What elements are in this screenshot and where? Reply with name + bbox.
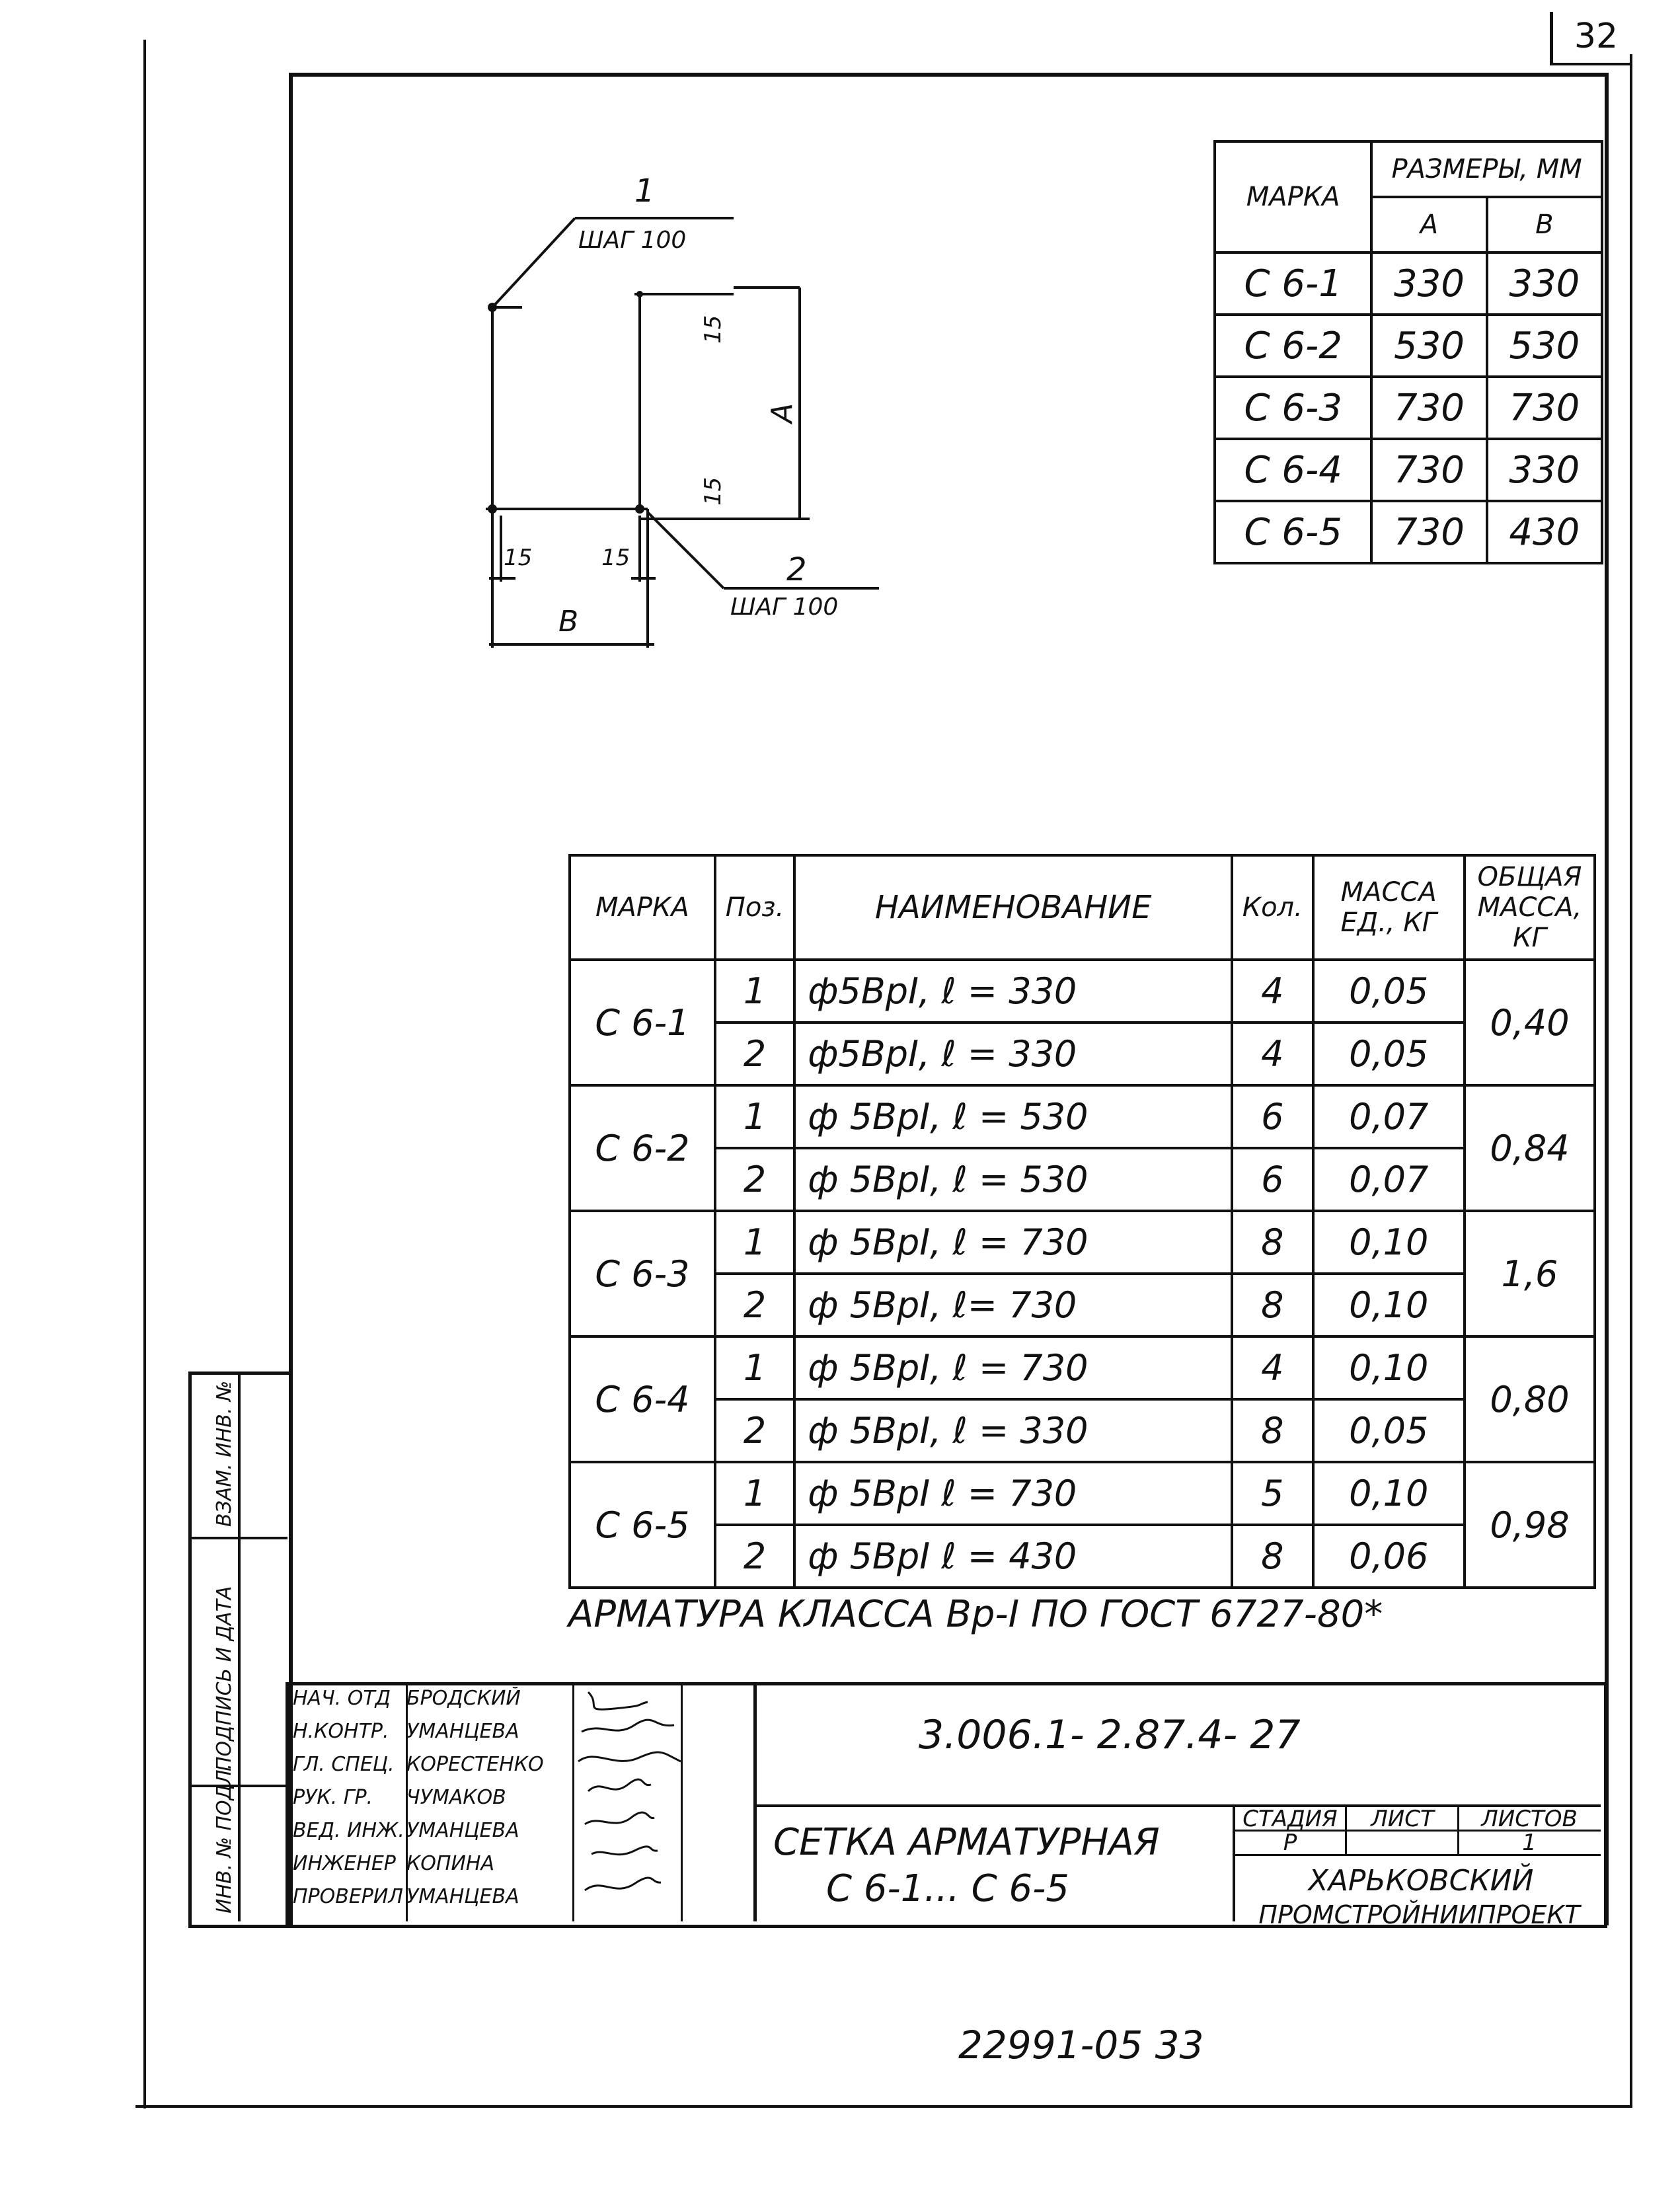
sheets-value: 1	[1522, 1830, 1537, 1856]
sizes-header-a: A	[1371, 197, 1486, 252]
stamp-signatory	[289, 1687, 573, 1716]
stage-label: СТАДИЯ	[1242, 1806, 1338, 1832]
spec-qty: 4	[1232, 960, 1313, 1023]
spec-qty: 4	[1232, 1336, 1313, 1399]
callout-1-number: 1	[634, 173, 655, 210]
signatory-name: УМАНЦЕВА	[406, 1885, 519, 1908]
size-b: 330	[1487, 252, 1602, 315]
spec-name: ф 5ВрI ℓ = 730	[794, 1462, 1232, 1525]
sheets-label: ЛИСТОВ	[1481, 1806, 1578, 1832]
spec-mark: С 6-4	[570, 1336, 715, 1462]
document-title-line1: СЕТКА АРМАТУРНАЯ	[773, 1821, 1160, 1864]
spec-qty: 8	[1232, 1525, 1313, 1588]
sheet-label: ЛИСТ	[1371, 1806, 1434, 1832]
callout-2-number: 2	[786, 551, 807, 588]
spec-mass: 0,10	[1313, 1336, 1465, 1399]
signatory-name: УМАНЦЕВА	[406, 1819, 519, 1842]
spec-name: ф 5ВрI, ℓ = 730	[794, 1336, 1232, 1399]
signatory-role: Н.КОНТР.	[293, 1720, 389, 1743]
signatures	[575, 1685, 681, 1920]
stamp-signatory	[289, 1753, 573, 1782]
stamp-divider	[681, 1682, 683, 1921]
table-row	[570, 1085, 1595, 1148]
table-row	[570, 960, 1595, 1023]
table-row	[570, 1525, 1595, 1588]
table-row	[570, 1399, 1595, 1462]
spec-pos: 1	[715, 1085, 794, 1148]
spec-mark: С 6-2	[570, 1085, 715, 1211]
spec-total: 0,98	[1465, 1462, 1595, 1588]
spec-header-total-mass: ОБЩАЯ МАССА, КГ	[1465, 855, 1595, 960]
table-row	[570, 1023, 1595, 1085]
bottom-margin-line	[135, 2105, 1632, 2108]
spec-mass: 0,07	[1313, 1085, 1465, 1148]
spec-mass: 0,10	[1313, 1462, 1465, 1525]
size-b: 730	[1487, 377, 1602, 439]
size-a: 330	[1371, 252, 1486, 315]
rebar-class-note: АРМАТУРА КЛАССА Вр-I ПО ГОСТ 6727-80*	[568, 1593, 1383, 1636]
side-strip-divider	[188, 1785, 287, 1787]
spec-qty: 6	[1232, 1148, 1313, 1211]
size-mark: С 6-2	[1215, 315, 1371, 377]
dim-top: 15	[700, 315, 726, 344]
signatory-role: НАЧ. ОТД	[293, 1687, 391, 1710]
size-mark: С 6-3	[1215, 377, 1371, 439]
right-margin-line	[1630, 54, 1632, 2106]
spec-qty: 5	[1232, 1462, 1313, 1525]
table-row	[570, 1336, 1595, 1399]
spec-mass: 0,05	[1313, 1023, 1465, 1085]
spec-header-qty: Кол.	[1232, 855, 1313, 960]
stamp-signatory	[289, 1819, 573, 1848]
signatory-name: ЧУМАКОВ	[406, 1786, 506, 1809]
signatory-role: РУК. ГР.	[293, 1786, 373, 1809]
sizes-table	[1213, 140, 1603, 564]
spec-total: 0,40	[1465, 960, 1595, 1085]
sizes-header-b: B	[1487, 197, 1602, 252]
stamp-signatory	[289, 1852, 573, 1881]
callout-1-text: ШАГ 100	[578, 227, 687, 254]
spec-name: ф 5ВрI, ℓ = 730	[794, 1211, 1232, 1274]
table-row	[1215, 315, 1602, 377]
table-row	[1215, 252, 1602, 315]
sizes-header-sizes: РАЗМЕРЫ, ММ	[1371, 141, 1602, 197]
spec-qty: 6	[1232, 1085, 1313, 1148]
replace-inv-label: ВЗАМ. ИНВ. №	[213, 1380, 236, 1527]
table-row	[570, 1148, 1595, 1211]
spec-pos: 2	[715, 1399, 794, 1462]
size-b: 330	[1487, 439, 1602, 501]
stamp-signatory	[289, 1720, 573, 1749]
stage-value: Р	[1283, 1830, 1297, 1856]
spec-mass: 0,10	[1313, 1211, 1465, 1274]
inv-original-label: ИНВ. № ПОДЛ.	[213, 1763, 236, 1913]
size-mark: С 6-4	[1215, 439, 1371, 501]
spec-name: ф 5ВрI, ℓ = 530	[794, 1085, 1232, 1148]
spec-header-name: НАИМЕНОВАНИЕ	[794, 855, 1232, 960]
side-strip-divider	[188, 1537, 287, 1539]
page-number-underline	[1550, 63, 1632, 65]
stamp-signatory	[289, 1885, 573, 1914]
size-a: 730	[1371, 439, 1486, 501]
spec-pos: 2	[715, 1274, 794, 1336]
table-row	[1215, 377, 1602, 439]
spec-header-pos: Поз.	[715, 855, 794, 960]
spec-header-unit-mass: МАССА ЕД., КГ	[1313, 855, 1465, 960]
spec-total: 1,6	[1465, 1211, 1595, 1336]
spec-name: ф5ВрI, ℓ = 330	[794, 960, 1232, 1023]
stamp-signatory	[289, 1786, 573, 1815]
left-margin-line	[143, 40, 146, 2108]
size-mark: С 6-1	[1215, 252, 1371, 315]
spec-name: ф 5ВрI, ℓ= 730	[794, 1274, 1232, 1336]
dim-b: B	[558, 605, 579, 638]
sizes-header-mark: МАРКА	[1215, 141, 1371, 252]
spec-name: ф 5ВрI, ℓ = 330	[794, 1399, 1232, 1462]
dim-mid: 15	[700, 477, 726, 506]
spec-pos: 2	[715, 1525, 794, 1588]
signatory-name: КОРЕСТЕНКО	[406, 1753, 544, 1776]
signatory-role: ВЕД. ИНЖ.	[293, 1819, 404, 1842]
spec-pos: 1	[715, 960, 794, 1023]
spec-mass: 0,06	[1313, 1525, 1465, 1588]
size-b: 530	[1487, 315, 1602, 377]
signatory-name: УМАНЦЕВА	[406, 1720, 519, 1743]
dim-a: A	[765, 403, 799, 423]
spec-name: ф5ВрI, ℓ = 330	[794, 1023, 1232, 1085]
signatory-role: ПРОВЕРИЛ	[293, 1885, 403, 1908]
spec-pos: 2	[715, 1023, 794, 1085]
spec-name: ф 5ВрI ℓ = 430	[794, 1525, 1232, 1588]
spec-mass: 0,05	[1313, 1399, 1465, 1462]
signatory-name: БРОДСКИЙ	[406, 1687, 521, 1710]
callout-2-text: ШАГ 100	[730, 594, 839, 621]
table-row	[1215, 439, 1602, 501]
signature-date-label: ПОДПИСЬ И ДАТА	[213, 1586, 236, 1771]
spec-mark: С 6-3	[570, 1211, 715, 1336]
signatory-role: ГЛ. СПЕЦ.	[293, 1753, 395, 1776]
table-row	[570, 1462, 1595, 1525]
document-code: 3.006.1- 2.87.4- 27	[919, 1712, 1301, 1758]
organization-line1: ХАРЬКОВСКИЙ	[1308, 1864, 1534, 1898]
spec-total: 0,84	[1465, 1085, 1595, 1211]
spec-pos: 2	[715, 1148, 794, 1211]
spec-qty: 4	[1232, 1023, 1313, 1085]
mesh-sketch	[463, 165, 899, 668]
dim-right: 15	[601, 545, 630, 571]
spec-pos: 1	[715, 1462, 794, 1525]
signatory-name: КОПИНА	[406, 1852, 494, 1875]
table-row	[570, 1274, 1595, 1336]
spec-name: ф 5ВрI, ℓ = 530	[794, 1148, 1232, 1211]
size-b: 430	[1487, 501, 1602, 563]
spec-mass: 0,07	[1313, 1148, 1465, 1211]
size-mark: С 6-5	[1215, 501, 1371, 563]
organization-line2: ПРОМСТРОЙНИИПРОЕКТ	[1258, 1900, 1580, 1929]
size-a: 530	[1371, 315, 1486, 377]
spec-qty: 8	[1232, 1211, 1313, 1274]
stamp-divider	[753, 1682, 757, 1921]
specification-table	[568, 854, 1596, 1589]
table-row	[570, 1211, 1595, 1274]
spec-mark: С 6-5	[570, 1462, 715, 1588]
signatory-role: ИНЖЕНЕР	[293, 1852, 396, 1875]
spec-pos: 1	[715, 1336, 794, 1399]
table-row	[1215, 501, 1602, 563]
side-strip-divider	[238, 1371, 241, 1921]
spec-total: 0,80	[1465, 1336, 1595, 1462]
size-a: 730	[1371, 377, 1486, 439]
dim-left: 15	[504, 545, 533, 571]
spec-qty: 8	[1232, 1399, 1313, 1462]
spec-header-mark: МАРКА	[570, 855, 715, 960]
archive-number: 22991-05 33	[958, 2023, 1204, 2067]
spec-pos: 1	[715, 1211, 794, 1274]
spec-mark: С 6-1	[570, 960, 715, 1085]
document-title-line2: С 6-1... С 6-5	[826, 1867, 1069, 1910]
size-a: 730	[1371, 501, 1486, 563]
spec-mass: 0,05	[1313, 960, 1465, 1023]
page-number: 32	[1574, 17, 1619, 56]
spec-mass: 0,10	[1313, 1274, 1465, 1336]
spec-qty: 8	[1232, 1274, 1313, 1336]
